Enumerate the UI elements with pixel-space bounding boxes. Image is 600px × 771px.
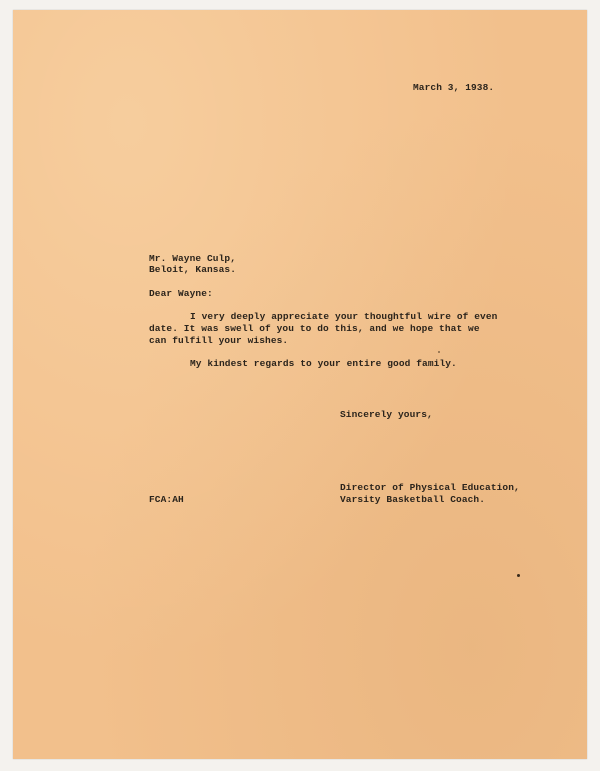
letter-sheet [13, 10, 587, 759]
recipient-location: Beloit, Kansas. [149, 264, 237, 275]
reference-initials: FCA:AH [149, 494, 184, 505]
body-paragraph1-line3: can fulfill your wishes. [149, 335, 289, 346]
letter-date: March 3, 1938. [413, 82, 495, 93]
body-paragraph1-line1: I very deeply appreciate your thoughtful wire of even [190, 311, 498, 322]
closing: Sincerely yours, [340, 409, 433, 420]
paper-speck [438, 351, 440, 353]
body-paragraph1-line2: date. It was swell of you to do this, and we hope that we [149, 323, 480, 334]
signature-title-line1: Director of Physical Education, [340, 482, 520, 493]
signature-title-line2: Varsity Basketball Coach. [340, 494, 486, 505]
paper-speck [517, 574, 520, 577]
recipient-name: Mr. Wayne Culp, [149, 253, 237, 264]
body-paragraph2: My kindest regards to your entire good family. [190, 358, 457, 369]
salutation: Dear Wayne: [149, 288, 213, 299]
